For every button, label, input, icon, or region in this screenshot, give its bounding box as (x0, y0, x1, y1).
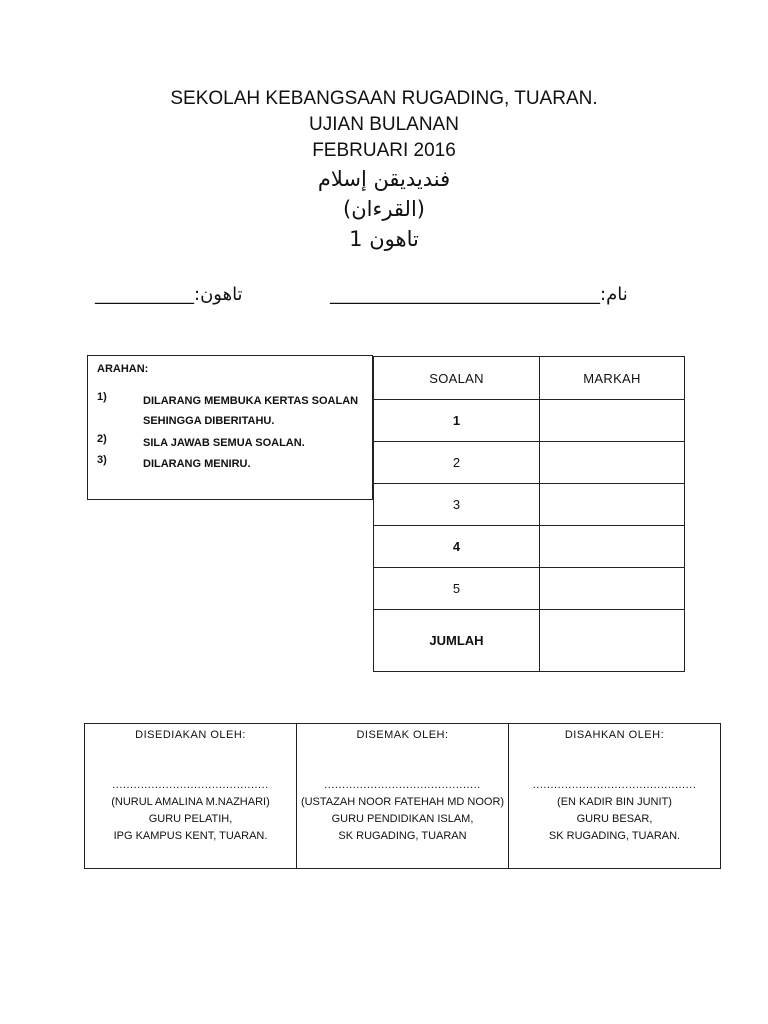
signature-title: DISAHKAN OLEH: (564, 729, 665, 741)
table-row (85, 724, 721, 869)
signature-table (84, 723, 721, 869)
question-number: 2 (374, 442, 540, 484)
soalan-header: SOALAN (374, 357, 540, 400)
instruction-number: 3) (97, 454, 107, 466)
tahun-field[interactable]: تاهون:___________ (95, 284, 243, 305)
markah-header: MARKAH (540, 357, 685, 400)
signatory-place: IPG KAMPUS KENT, TUARAN. (113, 830, 268, 842)
signatory-place: SK RUGADING, TUARAN (338, 830, 467, 842)
table-row (374, 357, 685, 400)
table-row (374, 442, 685, 484)
signature-prepared (85, 724, 297, 869)
signatory-role: GURU PELATIH, (148, 813, 233, 825)
mark-cell[interactable] (540, 400, 685, 442)
signatory-role: GURU PENDIDIKAN ISLAM, (331, 813, 474, 825)
signatory-place: SK RUGADING, TUARAN. (548, 830, 681, 842)
topic-jawi: (القرءان) (343, 197, 425, 221)
signatory-name: (USTAZAH NOOR FATEHAH MD NOOR) (300, 796, 505, 808)
table-row (374, 400, 685, 442)
signature-title: DISEMAK OLEH: (356, 729, 449, 741)
instructions-title: ARAHAN: (97, 363, 149, 375)
total-mark-cell[interactable] (540, 610, 685, 672)
signature-approved (509, 724, 721, 869)
signature-line: ............................................ (324, 779, 481, 791)
exam-month: FEBRUARI 2016 (312, 140, 456, 161)
year-jawi: تاهون 1 (349, 227, 419, 251)
table-row (374, 484, 685, 526)
document-header (0, 86, 768, 254)
mark-cell[interactable] (540, 568, 685, 610)
instruction-text: DILARANG MENIRU. (143, 458, 251, 470)
table-row (374, 526, 685, 568)
total-label: JUMLAH (374, 610, 540, 672)
school-name: SEKOLAH KEBANGSAAN RUGADING, TUARAN. (170, 88, 598, 109)
mark-cell[interactable] (540, 526, 685, 568)
signature-line: ............................................ (112, 779, 269, 791)
signatory-role: GURU BESAR, (576, 813, 653, 825)
mark-cell[interactable] (540, 442, 685, 484)
table-row (374, 568, 685, 610)
question-number: 3 (374, 484, 540, 526)
nama-field[interactable]: نام:______________________________ (330, 284, 628, 305)
subject-jawi: فنديديقن إسلام (317, 167, 451, 191)
exam-title: UJIAN BULANAN (309, 114, 459, 135)
instruction-text: SILA JAWAB SEMUA SOALAN. (143, 437, 305, 449)
table-row (374, 610, 685, 672)
signature-line: .............................................. (532, 779, 697, 791)
signature-checked (297, 724, 509, 869)
signature-title: DISEDIAKAN OLEH: (135, 729, 246, 741)
question-number: 4 (374, 526, 540, 568)
instruction-text: DILARANG MEMBUKA KERTAS SOALAN SEHINGGA DIBERITAHU. (143, 395, 359, 427)
instruction-number: 2) (97, 433, 107, 445)
mark-cell[interactable] (540, 484, 685, 526)
score-table (373, 356, 685, 672)
instructions-box (87, 355, 373, 500)
question-number: 5 (374, 568, 540, 610)
instruction-number: 1) (97, 391, 107, 403)
question-number: 1 (374, 400, 540, 442)
signatory-name: (NURUL AMALINA M.NAZHARI) (111, 796, 270, 808)
signatory-name: (EN KADIR BIN JUNIT) (557, 796, 672, 808)
